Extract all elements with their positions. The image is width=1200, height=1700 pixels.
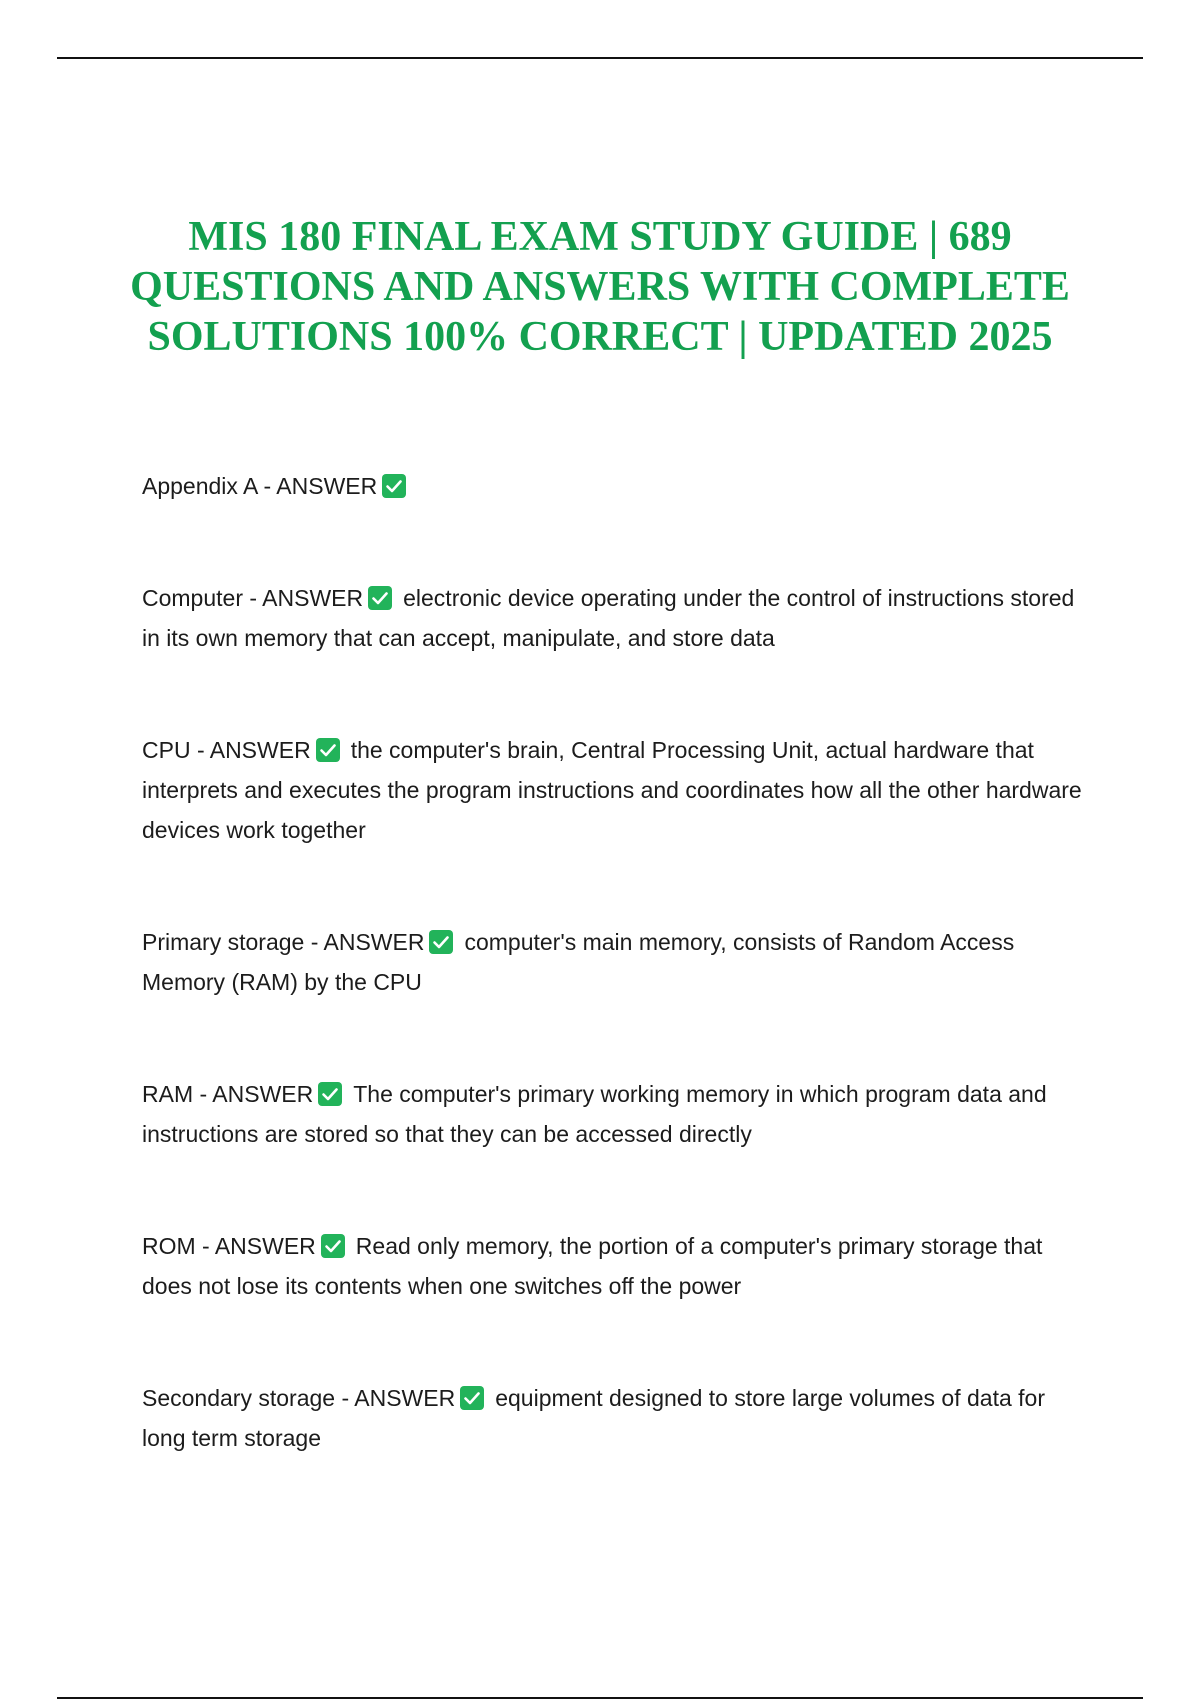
- entry-term: Computer: [142, 585, 243, 611]
- entry-term: RAM: [142, 1081, 194, 1107]
- answer-label: ANSWER: [354, 1385, 456, 1411]
- entry-term: ROM: [142, 1233, 196, 1259]
- entry-definition: the computer's brain, Central Processing Unit, actual hardware that interprets and executes the program instructions and coordinates how all the other hardware devices work together: [142, 737, 1082, 843]
- entry-definition: electronic device operating under the control of instructions stored in its own memory that can accept, manipulate, and store data: [142, 585, 1075, 651]
- answer-label: ANSWER: [262, 585, 364, 611]
- header-rule: [57, 57, 1143, 59]
- qa-entry: Primary storage - ANSWER computer's main memory, consists of Random Access Memory (RAM) by the CPU: [142, 929, 1015, 995]
- check-icon: [428, 929, 454, 955]
- answer-label: ANSWER: [209, 737, 311, 763]
- entry-definition: The computer's primary working memory in which program data and instructions are stored so that they can be accessed directly: [142, 1081, 1047, 1147]
- qa-entry: Secondary storage - ANSWER equipment designed to store large volumes of data for long term storage: [142, 1385, 1045, 1451]
- entry-definition: equipment designed to store large volumes of data for long term storage: [142, 1385, 1045, 1451]
- check-icon: [367, 585, 393, 611]
- qa-entry: Appendix A - ANSWER: [142, 466, 1082, 506]
- answer-label: ANSWER: [214, 1233, 316, 1259]
- qa-entry: CPU - ANSWER the computer's brain, Central Processing Unit, actual hardware that interprets and executes the program instructions and coordinates how all the other hardware devices work together: [142, 737, 1082, 843]
- entry-definition: computer's main memory, consists of Random Access Memory (RAM) by the CPU: [142, 929, 1015, 995]
- check-icon: [381, 473, 407, 499]
- check-icon: [459, 1385, 485, 1411]
- qa-entry: ROM - ANSWER Read only memory, the portion of a computer's primary storage that does not lose its contents when one switches off the power: [142, 1233, 1043, 1299]
- entry-definition: Read only memory, the portion of a computer's primary storage that does not lose its contents when one switches off the power: [142, 1233, 1043, 1299]
- entry-term: CPU: [142, 737, 191, 763]
- qa-entry: Computer - ANSWER electronic device operating under the control of instructions stored in its own memory that can accept, manipulate, and store data: [142, 585, 1075, 651]
- footer-rule: [57, 1697, 1143, 1699]
- document-title: MIS 180 FINAL EXAM STUDY GUIDE | 689 QUESTIONS AND ANSWERS WITH COMPLETE SOLUTIONS 100% CORRECT | UPDATED 2025: [130, 214, 1070, 360]
- check-icon: [320, 1233, 346, 1259]
- answer-label: ANSWER: [323, 929, 425, 955]
- qa-entry: RAM - ANSWER The computer's primary working memory in which program data and instructions are stored so that they can be accessed directly: [142, 1081, 1047, 1147]
- entry-term: Appendix A: [142, 473, 258, 499]
- entry-term: Primary storage: [142, 929, 305, 955]
- entry-term: Secondary storage: [142, 1385, 336, 1411]
- qa-list: [142, 466, 1082, 1458]
- check-icon: [317, 1081, 343, 1107]
- answer-label: ANSWER: [212, 1081, 314, 1107]
- answer-label: ANSWER: [276, 473, 378, 499]
- check-icon: [315, 737, 341, 763]
